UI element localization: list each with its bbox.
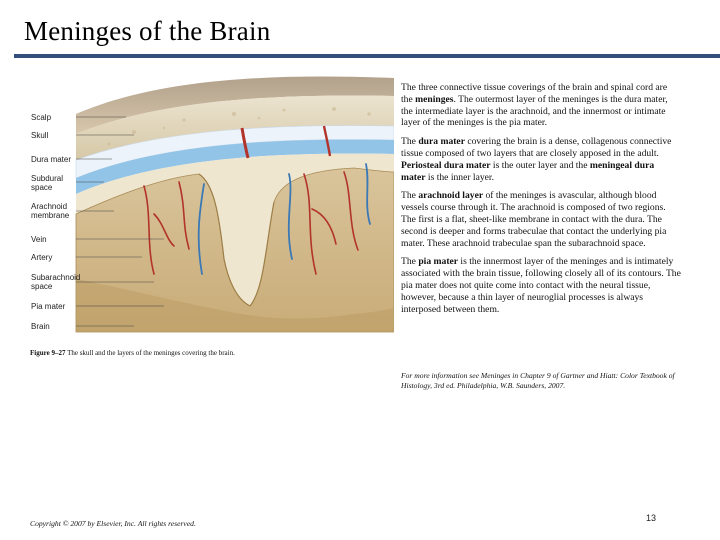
label-pia-mater: Pia mater bbox=[31, 302, 66, 311]
p4-text-2: is the innermost layer of the meninges and is intimately associated with the brain tissue, following closely all of its contours. The pia mater does not quite come into contact with the neural tissue, however, because a thin layer of neuroglial processes is always interposed between them. bbox=[401, 256, 681, 315]
p2-bold-1: dura mater bbox=[418, 136, 465, 148]
p1-bold-1: meninges bbox=[415, 93, 454, 105]
label-skull: Skull bbox=[31, 131, 49, 140]
label-subdural-space: Subdural space bbox=[31, 174, 64, 192]
label-scalp: Scalp bbox=[31, 113, 52, 122]
p2-bold-2: Periosteal dura mater bbox=[401, 159, 491, 171]
p2-text-4: is the inner layer. bbox=[425, 171, 494, 183]
p3-text-2: of the meninges is avascular, although blood vessels course through it. The arachnoid is composed of two regions. The first is a flat, sheet-like membrane in contact with the dura. The second is deeper and forms trabeculae that contact the underlying pia mater. These arachnoid trabeculae span the subarachnoid space. bbox=[401, 190, 667, 249]
p4-text-1: The bbox=[401, 256, 419, 268]
slide-title: Meninges of the Brain bbox=[24, 16, 271, 46]
label-dura-mater: Dura mater bbox=[31, 155, 72, 164]
p4-bold-1: pia mater bbox=[418, 256, 459, 268]
paragraph-meninges bbox=[401, 82, 681, 129]
figure-caption bbox=[30, 349, 330, 357]
p2-text-1: The bbox=[401, 136, 419, 148]
paragraph-pia-mater bbox=[401, 256, 681, 315]
caption-label: Figure 9–27 bbox=[30, 349, 66, 357]
figure-labels bbox=[14, 74, 81, 336]
paragraph-arachnoid bbox=[401, 190, 681, 249]
p3-text-1: The bbox=[401, 190, 419, 202]
label-brain: Brain bbox=[31, 322, 50, 331]
p2-text-2: covering the brain is a dense, collagenous connective tissue composed of two layers that are closely apposed in the adult. bbox=[401, 136, 672, 159]
label-arachnoid-membrane: Arachnoid membrane bbox=[31, 202, 70, 220]
p1-text-1: The three connective tissue coverings of the brain and spinal cord are the bbox=[401, 82, 668, 105]
reference-note: For more information see Meninges in Chapter 9 of Gartner and Hiatt: Color Textbook of Histology, 3rd ed. Philadelphia, W.B. Saunders, 2007. bbox=[401, 371, 675, 390]
body-text bbox=[401, 82, 681, 322]
p2-text-3: is the outer layer and the bbox=[490, 159, 590, 171]
p3-bold-1: arachnoid layer bbox=[418, 190, 484, 202]
label-artery: Artery bbox=[31, 253, 53, 262]
paragraph-dura-mater bbox=[401, 136, 681, 183]
caption-text: The skull and the layers of the meninges covering the brain. bbox=[67, 349, 235, 357]
title-divider bbox=[14, 54, 720, 58]
page-number: 13 bbox=[646, 513, 657, 523]
meninges-figure bbox=[14, 74, 394, 336]
label-subarachnoid-space: Subarachnoid space bbox=[31, 273, 81, 291]
p1-text-2: . The outermost layer of the meninges is the dura mater, the intermediate layer is the arachnoid, and the innermost or intimate layer of the meninges is the pia mater. bbox=[401, 93, 668, 129]
copyright-notice: Copyright © 2007 by Elsevier, Inc. All rights reserved. bbox=[30, 519, 196, 528]
p2-bold-3: meningeal dura mater bbox=[401, 159, 655, 183]
label-vein: Vein bbox=[31, 235, 47, 244]
